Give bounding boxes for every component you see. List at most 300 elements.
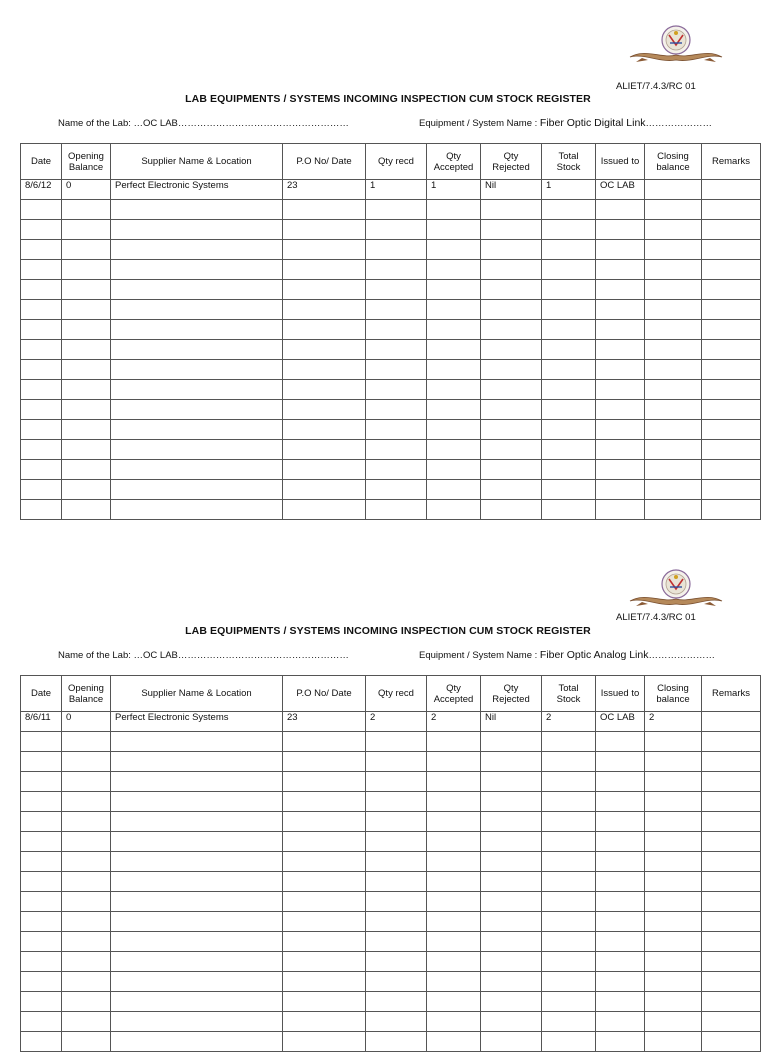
table-cell: 23 [283,180,366,200]
table-cell [427,500,481,520]
column-header: Issued to [596,676,645,712]
table-cell [427,440,481,460]
table-cell [62,360,111,380]
table-cell [366,340,427,360]
table-cell [596,992,645,1012]
table-cell: Nil [481,180,542,200]
table-cell [596,892,645,912]
table-cell [702,732,761,752]
table-cell [427,300,481,320]
table-cell [542,812,596,832]
table-cell [542,480,596,500]
table-cell [62,260,111,280]
table-cell [62,1012,111,1032]
equipment-dots: ………………… [648,650,715,661]
table-cell [481,932,542,952]
table-cell [21,300,62,320]
table-cell [542,300,596,320]
table-cell [62,280,111,300]
table-cell [283,912,366,932]
column-header: Qty recd [366,144,427,180]
table-cell [645,340,702,360]
table-cell [111,1012,283,1032]
column-header: Total Stock [542,676,596,712]
table-cell [21,852,62,872]
table-cell [596,420,645,440]
table-cell [645,260,702,280]
column-header: Qty Rejected [481,144,542,180]
table-cell [366,460,427,480]
table-cell [21,400,62,420]
table-cell [366,420,427,440]
table-cell [596,340,645,360]
table-cell [62,400,111,420]
table-cell [62,752,111,772]
table-cell [283,260,366,280]
table-cell [481,400,542,420]
table-cell [283,892,366,912]
table-cell [21,772,62,792]
table-cell [366,932,427,952]
table-cell [366,400,427,420]
table-cell [596,852,645,872]
table-cell [111,972,283,992]
table-cell [645,180,702,200]
table-cell [702,972,761,992]
table-cell [596,932,645,952]
column-header: Supplier Name & Location [111,676,283,712]
table-cell [542,1012,596,1032]
table-cell [283,380,366,400]
table-cell [111,500,283,520]
table-cell [21,320,62,340]
table-cell [62,300,111,320]
table-cell [283,972,366,992]
table-cell [645,320,702,340]
table-cell [542,912,596,932]
table-cell [596,260,645,280]
table-cell [366,220,427,240]
table-cell [62,220,111,240]
table-cell [702,340,761,360]
empty-table-row [21,892,761,912]
table-cell [366,360,427,380]
table-cell [21,260,62,280]
table-cell [62,440,111,460]
table-cell [596,952,645,972]
equipment-value: Fiber Optic Digital Link [539,117,646,129]
table-cell [283,772,366,792]
table-cell [542,872,596,892]
empty-table-row [21,460,761,480]
table-cell [702,832,761,852]
table-cell [427,752,481,772]
table-cell [111,752,283,772]
table-cell [283,200,366,220]
column-header: Qty Accepted [427,144,481,180]
table-cell [111,832,283,852]
table-cell [21,912,62,932]
table-cell [62,200,111,220]
empty-table-row [21,932,761,952]
table-cell [427,400,481,420]
table-cell [111,400,283,420]
table-row [21,712,761,732]
table-cell [283,792,366,812]
table-cell [542,420,596,440]
table-cell [427,992,481,1012]
table-cell [481,952,542,972]
table-cell [366,752,427,772]
table-cell [283,932,366,952]
table-cell [366,832,427,852]
table-cell [427,240,481,260]
table-cell [21,360,62,380]
table-cell [481,892,542,912]
table-cell [645,992,702,1012]
table-cell [62,320,111,340]
table-cell [542,320,596,340]
table-cell: OC LAB [596,180,645,200]
empty-table-row [21,732,761,752]
table-cell [702,280,761,300]
table-cell [481,280,542,300]
empty-table-row [21,400,761,420]
table-cell [21,1032,62,1052]
table-cell [21,972,62,992]
table-cell [21,992,62,1012]
table-cell [702,752,761,772]
table-cell [427,972,481,992]
table-cell [427,812,481,832]
table-cell [21,752,62,772]
table-cell: 8/6/12 [21,180,62,200]
table-cell [542,460,596,480]
table-cell [366,500,427,520]
table-cell [481,200,542,220]
table-cell [542,260,596,280]
table-cell [645,892,702,912]
table-cell [702,420,761,440]
lab-name: Name of the Lab: …OC LAB……………………………………………… [58,118,349,129]
table-cell [366,480,427,500]
table-cell [366,280,427,300]
table-cell [427,952,481,972]
table-cell [62,812,111,832]
table-cell: 2 [427,712,481,732]
empty-table-row [21,240,761,260]
table-cell [645,812,702,832]
table-cell [542,200,596,220]
table-cell [702,852,761,872]
table-cell [542,732,596,752]
table-cell [111,220,283,240]
table-cell [21,952,62,972]
table-cell [542,500,596,520]
table-cell [21,832,62,852]
table-header-row [21,144,761,180]
table-cell [542,952,596,972]
table-cell [481,380,542,400]
table-cell [481,792,542,812]
table-cell [702,992,761,1012]
table-cell [21,812,62,832]
table-cell [702,1012,761,1032]
table-cell [542,932,596,952]
table-cell [62,932,111,952]
table-cell [111,992,283,1012]
table-cell [427,1012,481,1032]
table-cell [596,752,645,772]
table-cell [645,380,702,400]
table-cell [62,420,111,440]
table-cell [283,320,366,340]
table-cell [596,200,645,220]
equipment-name [419,649,715,661]
empty-table-row [21,1032,761,1052]
table-cell [542,340,596,360]
equipment-value: Fiber Optic Analog Link [539,649,649,661]
table-cell [111,460,283,480]
table-cell [481,912,542,932]
table-cell [427,380,481,400]
table-cell [62,500,111,520]
table-cell [111,340,283,360]
empty-table-row [21,752,761,772]
table-cell [542,240,596,260]
table-cell [542,792,596,812]
table-cell [645,200,702,220]
table-cell [481,852,542,872]
table-cell [111,912,283,932]
table-cell [366,852,427,872]
table-cell [481,992,542,1012]
table-cell [427,460,481,480]
table-cell [645,1012,702,1032]
table-cell [427,732,481,752]
table-cell [111,420,283,440]
table-cell [21,1012,62,1032]
table-cell [283,280,366,300]
empty-table-row [21,500,761,520]
table-cell [481,320,542,340]
table-cell: Perfect Electronic Systems [111,712,283,732]
table-cell [283,1032,366,1052]
table-cell [645,460,702,480]
table-cell [645,792,702,812]
column-header: P.O No/ Date [283,144,366,180]
table-cell [111,812,283,832]
table-cell [427,320,481,340]
empty-table-row [21,280,761,300]
empty-table-row [21,220,761,240]
table-cell [481,972,542,992]
table-cell [62,952,111,972]
table-cell [702,772,761,792]
table-cell [702,460,761,480]
table-cell [542,380,596,400]
empty-table-row [21,812,761,832]
column-header: Opening Balance [62,144,111,180]
table-cell [111,380,283,400]
table-cell [283,752,366,772]
table-cell: 1 [366,180,427,200]
table-cell [645,952,702,972]
table-cell [702,892,761,912]
table-cell [283,220,366,240]
table-cell [427,872,481,892]
table-cell [596,500,645,520]
table-cell [645,732,702,752]
table-cell [481,460,542,480]
column-header: Qty Rejected [481,676,542,712]
table-cell [542,1032,596,1052]
column-header: Issued to [596,144,645,180]
table-cell [702,932,761,952]
table-cell [481,772,542,792]
table-cell [283,832,366,852]
table-cell [645,972,702,992]
table-cell [427,200,481,220]
table-cell [702,912,761,932]
table-cell [645,772,702,792]
table-cell [366,952,427,972]
table-cell: Perfect Electronic Systems [111,180,283,200]
table-cell [111,1032,283,1052]
table-cell [645,852,702,872]
table-cell [21,340,62,360]
table-cell [596,792,645,812]
table-cell [21,792,62,812]
table-cell [62,852,111,872]
table-cell [21,420,62,440]
table-cell [283,732,366,752]
column-header: P.O No/ Date [283,676,366,712]
table-cell [596,732,645,752]
table-cell [702,480,761,500]
table-cell [21,872,62,892]
table-cell [481,360,542,380]
table-cell [366,732,427,752]
table-cell [62,380,111,400]
lab-name: Name of the Lab: …OC LAB……………………………………………… [58,650,349,661]
table-cell [366,1012,427,1032]
table-cell [702,360,761,380]
table-cell [542,892,596,912]
table-cell: 2 [366,712,427,732]
table-cell [481,752,542,772]
table-cell: 23 [283,712,366,732]
table-cell [596,280,645,300]
table-cell [596,972,645,992]
table-cell [645,300,702,320]
empty-table-row [21,200,761,220]
empty-table-row [21,440,761,460]
table-cell [111,792,283,812]
table-cell [596,872,645,892]
table-cell [645,440,702,460]
empty-table-row [21,360,761,380]
table-cell [542,832,596,852]
table-cell [542,440,596,460]
table-cell [111,932,283,952]
table-cell [702,500,761,520]
table-cell [702,952,761,972]
table-cell [283,952,366,972]
table-cell [111,280,283,300]
table-cell [645,280,702,300]
table-cell [111,260,283,280]
empty-table-row [21,260,761,280]
table-cell [427,480,481,500]
table-cell [283,992,366,1012]
table-cell [21,240,62,260]
table-cell [21,220,62,240]
column-header: Qty Accepted [427,676,481,712]
table-cell [596,912,645,932]
table-cell [427,852,481,872]
table-cell [596,480,645,500]
table-cell [366,812,427,832]
equipment-dots: ………………… [645,118,713,129]
table-cell [481,872,542,892]
register-title: LAB EQUIPMENTS / SYSTEMS INCOMING INSPECTION CUM STOCK REGISTER [185,625,591,637]
table-cell [62,892,111,912]
table-cell [702,872,761,892]
table-cell [702,260,761,280]
table-cell [366,260,427,280]
table-cell [366,1032,427,1052]
table-cell [427,892,481,912]
column-header: Opening Balance [62,676,111,712]
table-cell [702,400,761,420]
table-cell [366,200,427,220]
table-cell [645,420,702,440]
table-cell [366,320,427,340]
table-cell [62,912,111,932]
table-cell [62,872,111,892]
table-cell [596,360,645,380]
table-cell [702,320,761,340]
table-cell [21,480,62,500]
empty-table-row [21,792,761,812]
table-cell [702,200,761,220]
table-cell [62,732,111,752]
table-cell [366,892,427,912]
column-header: Remarks [702,144,761,180]
empty-table-row [21,380,761,400]
table-cell [481,220,542,240]
table-cell [542,752,596,772]
table-cell [111,360,283,380]
college-logo-icon [628,568,724,608]
document-code: ALIET/7.4.3/RC 01 [616,612,696,623]
empty-table-row [21,340,761,360]
column-header: Remarks [702,676,761,712]
table-cell [702,1032,761,1052]
table-cell [596,440,645,460]
table-cell [542,972,596,992]
stock-register-table [20,143,761,520]
table-cell [542,220,596,240]
table-cell [542,280,596,300]
table-cell [481,1012,542,1032]
document-code: ALIET/7.4.3/RC 01 [616,81,696,92]
column-header: Qty recd [366,676,427,712]
table-cell [427,220,481,240]
empty-table-row [21,952,761,972]
table-cell: 1 [542,180,596,200]
